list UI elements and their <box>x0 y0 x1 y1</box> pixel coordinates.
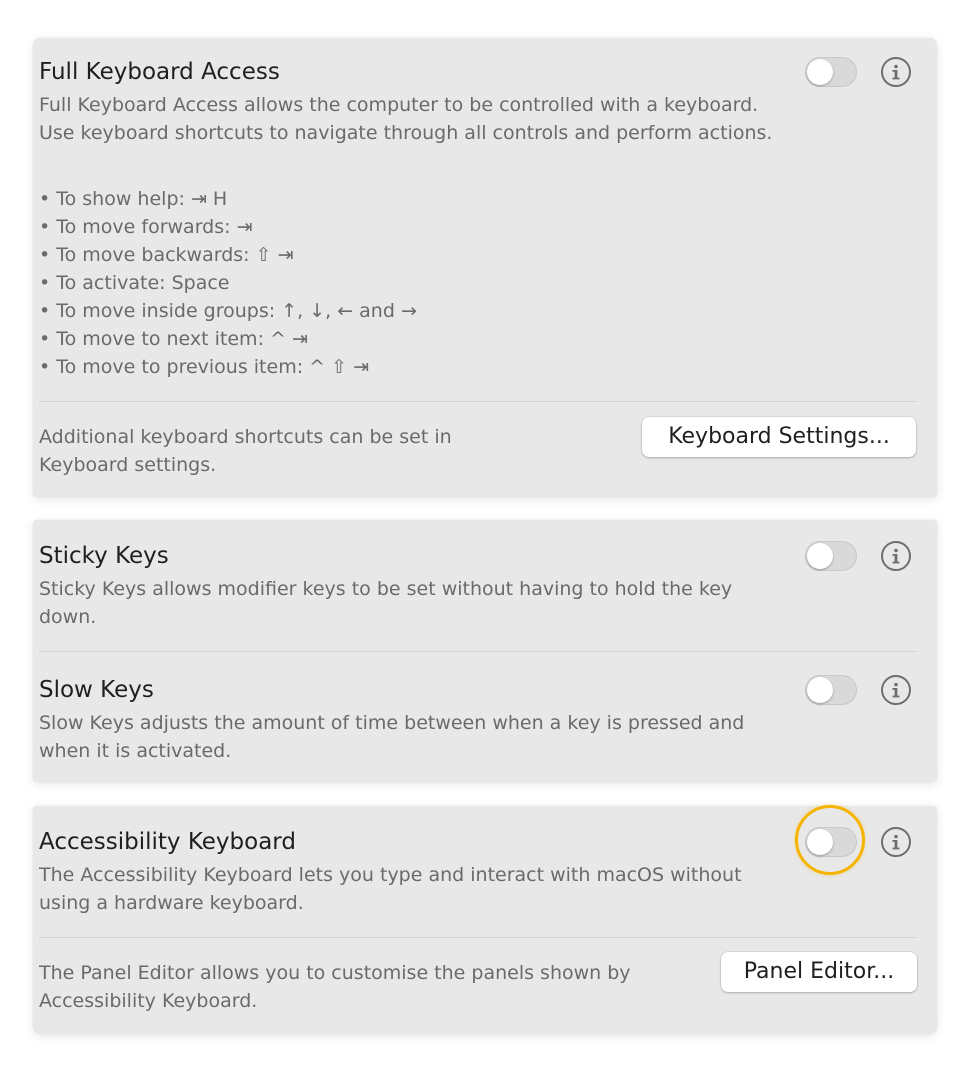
panel-editor-button[interactable]: Panel Editor... <box>721 952 917 992</box>
shortcut-move-inside-groups: • To move inside groups: ↑, ↓, ← and → <box>39 300 417 322</box>
slow-keys-description: Slow Keys adjusts the amount of time between when a key is pressed and when it is activated. <box>39 712 745 762</box>
toggle-knob <box>807 677 833 703</box>
divider <box>39 401 917 402</box>
toggle-knob <box>807 829 833 855</box>
sticky-keys-toggle[interactable] <box>805 541 857 571</box>
divider <box>39 651 917 652</box>
slow-keys-info-button[interactable] <box>881 675 911 705</box>
shortcut-list <box>39 185 417 381</box>
full-keyboard-access-title: Full Keyboard Access <box>39 59 280 85</box>
info-icon <box>883 59 909 85</box>
accessibility-keyboard-description: The Accessibility Keyboard lets you type and interact with macOS without using a hardware keyboard. <box>39 864 742 914</box>
toggle-knob <box>807 59 833 85</box>
accessibility-keyboard-info-button[interactable] <box>881 827 911 857</box>
accessibility-keyboard-title: Accessibility Keyboard <box>39 829 296 855</box>
shortcut-previous-item: • To move to previous item: ^ ⇧ ⇥ <box>39 356 369 378</box>
full-keyboard-access-panel <box>33 38 937 497</box>
keyboard-settings-button[interactable]: Keyboard Settings... <box>642 417 916 457</box>
info-icon <box>883 677 909 703</box>
shortcut-show-help: • To show help: ⇥ H <box>39 188 228 210</box>
toggle-knob <box>807 543 833 569</box>
shortcut-move-forwards: • To move forwards: ⇥ <box>39 216 253 238</box>
divider <box>39 937 917 938</box>
sticky-slow-keys-panel <box>33 520 937 782</box>
sticky-keys-title: Sticky Keys <box>39 543 169 569</box>
shortcut-move-backwards: • To move backwards: ⇧ ⇥ <box>39 244 294 266</box>
accessibility-keyboard-panel <box>33 806 937 1034</box>
slow-keys-toggle[interactable] <box>805 675 857 705</box>
full-keyboard-access-info-button[interactable] <box>881 57 911 87</box>
keyboard-settings-footer-text: Additional keyboard shortcuts can be set in Keyboard settings. <box>39 426 452 476</box>
info-icon <box>883 543 909 569</box>
sticky-keys-info-button[interactable] <box>881 541 911 571</box>
info-icon <box>883 829 909 855</box>
slow-keys-title: Slow Keys <box>39 677 154 703</box>
panel-editor-footer-text: The Panel Editor allows you to customise the panels shown by Accessibility Keyboard. <box>39 962 631 1012</box>
full-keyboard-access-description: Full Keyboard Access allows the computer to be controlled with a keyboard. Use keyboard shortcuts to navigate through all controls and perform actions. <box>39 94 773 144</box>
sticky-keys-description: Sticky Keys allows modifier keys to be set without having to hold the key down. <box>39 578 733 628</box>
full-keyboard-access-toggle[interactable] <box>805 57 857 87</box>
shortcut-activate: • To activate: Space <box>39 272 230 294</box>
shortcut-next-item: • To move to next item: ^ ⇥ <box>39 328 308 350</box>
accessibility-keyboard-toggle[interactable] <box>805 827 857 857</box>
